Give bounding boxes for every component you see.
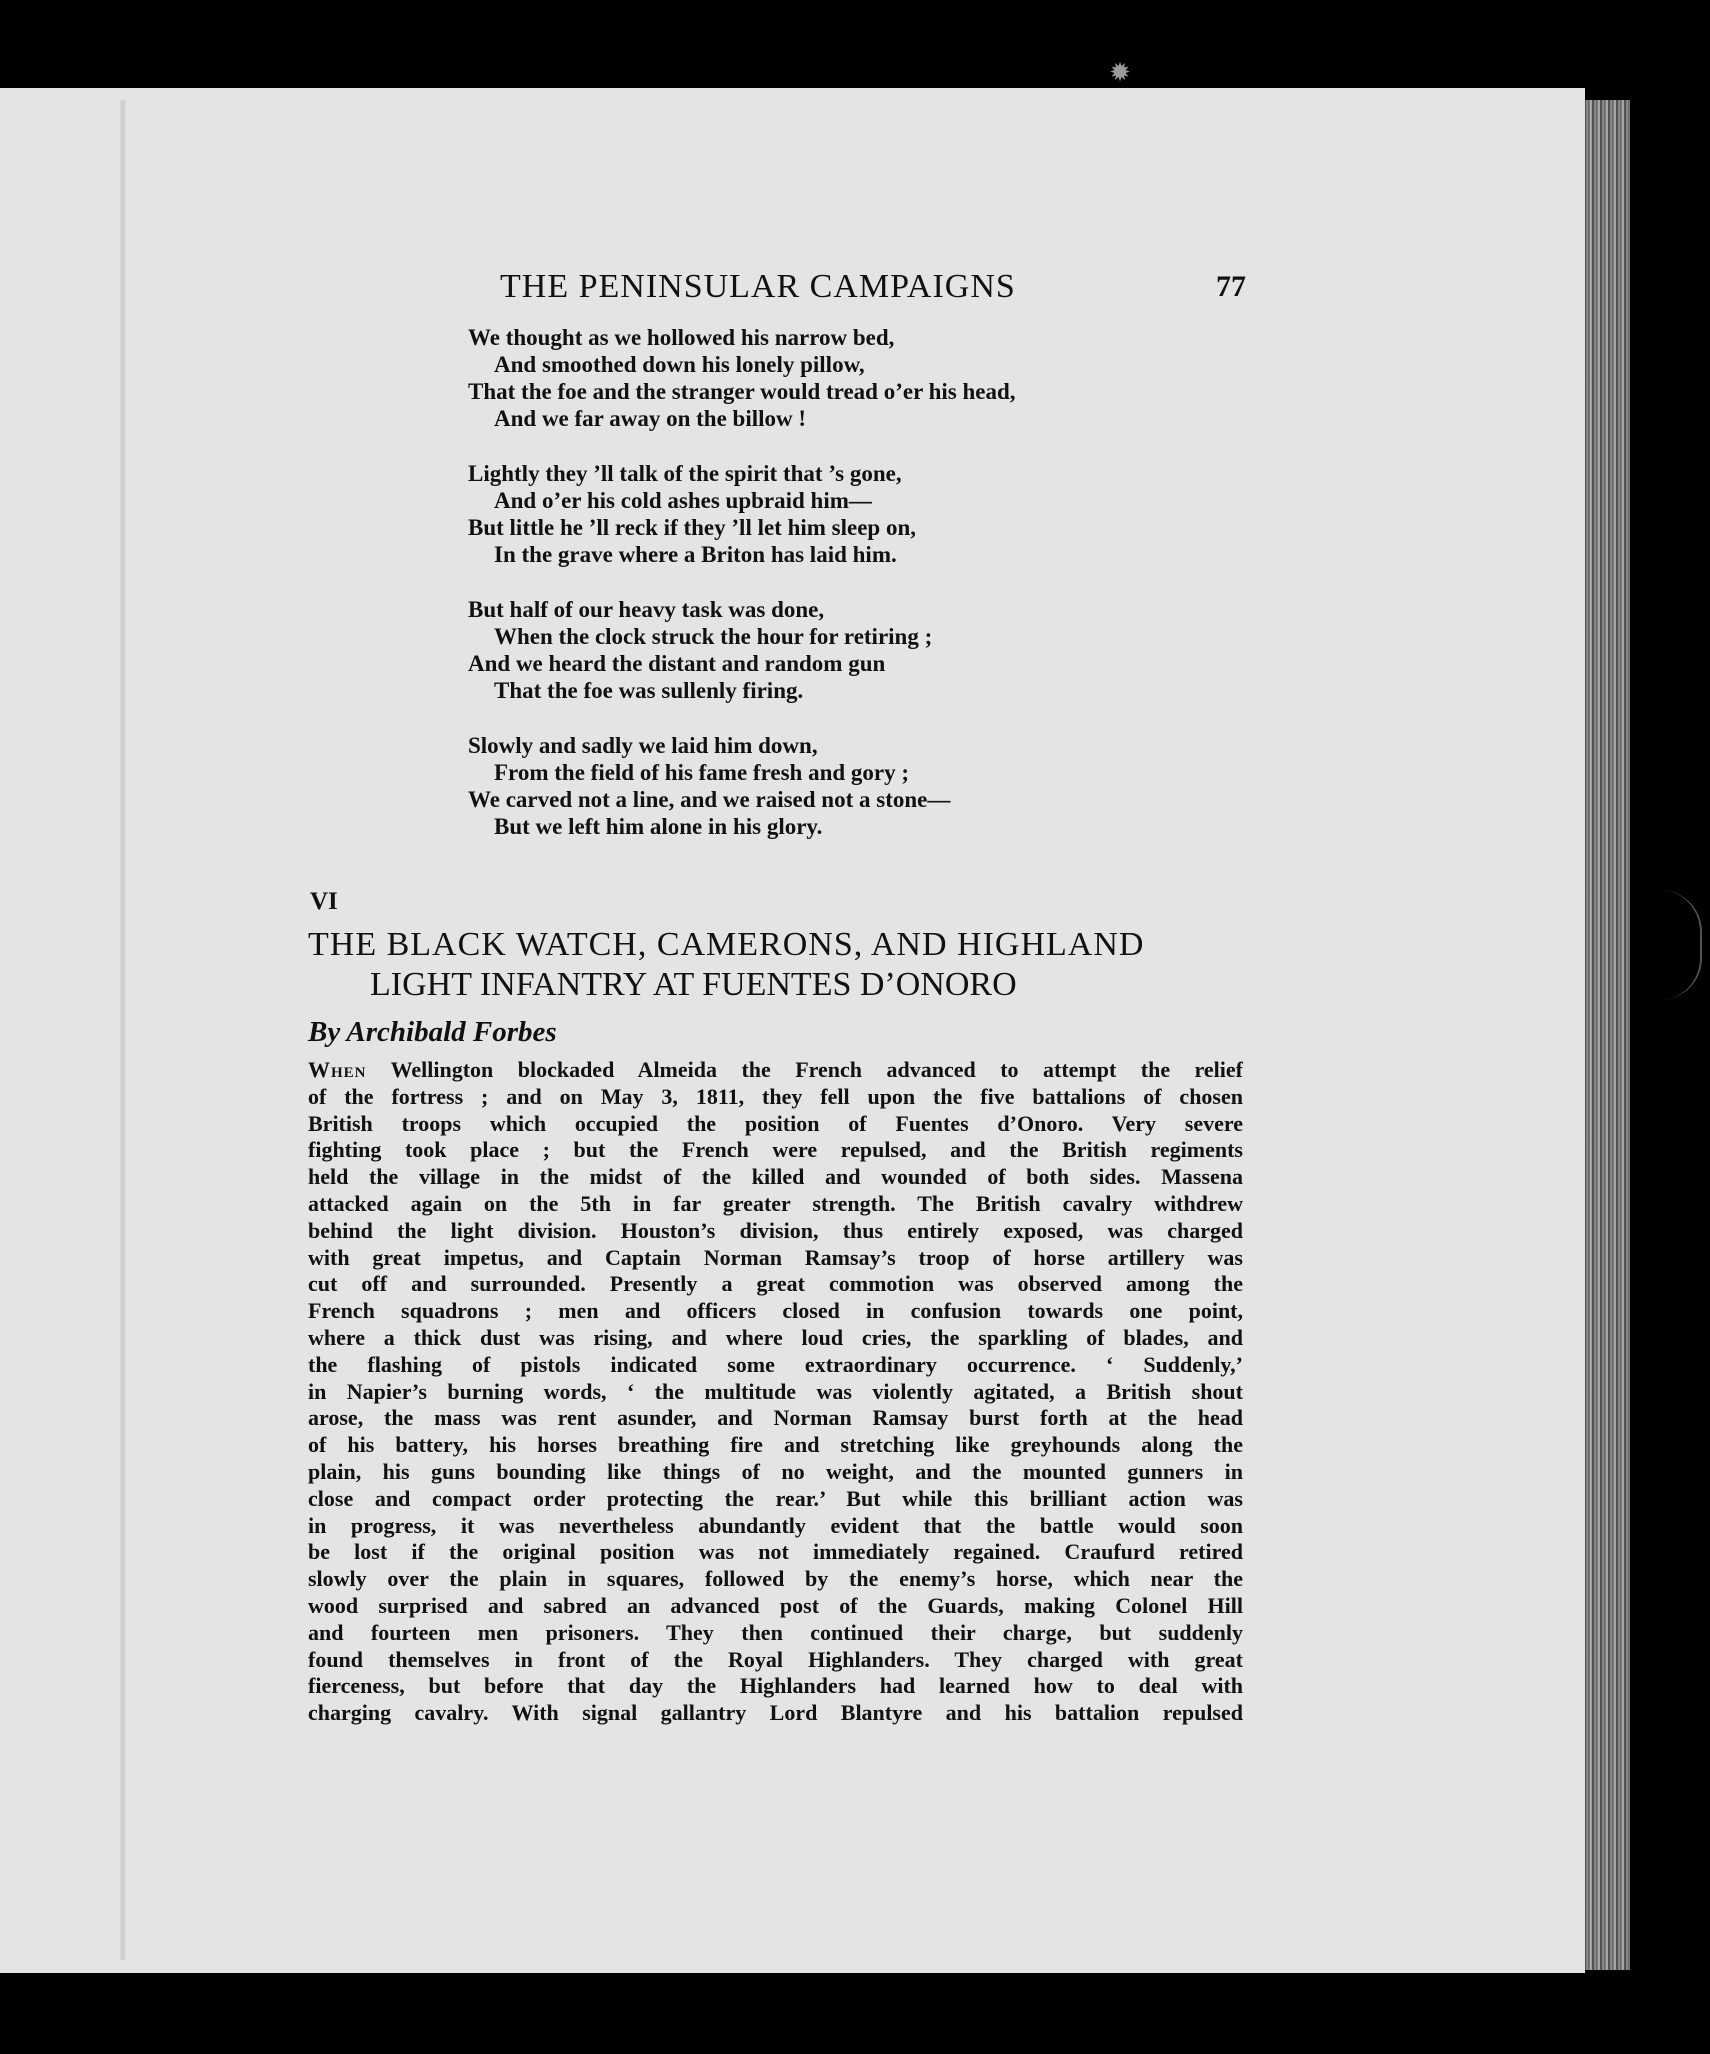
poem [468, 324, 1168, 868]
poem-stanza [468, 596, 1168, 704]
body-line: in progress, it was nevertheless abundantly evident that the battle would soon [308, 1512, 1243, 1538]
poem-line: And smoothed down his lonely pillow, [494, 352, 865, 377]
body-line: cut off and surrounded. Presently a great commotion was observed among the [308, 1271, 1243, 1297]
poem-stanza [468, 324, 1168, 432]
page-gutter [120, 100, 126, 1960]
poem-line: And we far away on the billow ! [494, 406, 807, 431]
book-fore-edge [1585, 100, 1630, 1970]
poem-line: But half of our heavy task was done, [468, 597, 825, 622]
poem-line: And o’er his cold ashes upbraid him— [494, 488, 872, 513]
body-line: slowly over the plain in squares, followed by the enemy’s horse, which near the [308, 1566, 1243, 1592]
page-number: 77 [1216, 270, 1246, 303]
page-curl-mark [1660, 890, 1702, 1000]
running-title: THE PENINSULAR CAMPAIGNS [500, 268, 1016, 305]
body-line: fierceness, but before that day the Highlanders had learned how to deal with [308, 1673, 1243, 1699]
body-line [308, 1057, 1243, 1084]
poem-line: But little he ’ll reck if they ’ll let him sleep on, [468, 515, 917, 540]
poem-stanza [468, 460, 1168, 568]
body-line: of his battery, his horses breathing fire and stretching like greyhounds along the [308, 1432, 1243, 1458]
poem-line: And we heard the distant and random gun [468, 651, 886, 676]
poem-line: We carved not a line, and we raised not a stone— [468, 787, 951, 812]
chapter-title-line: THE BLACK WATCH, CAMERONS, AND HIGHLAND [308, 926, 1145, 963]
body-line: wood surprised and sabred an advanced post of the Guards, making Colonel Hill [308, 1592, 1243, 1618]
body-line: charging cavalry. With signal gallantry Lord Blantyre and his battalion repulsed [308, 1700, 1243, 1726]
lead-word: When [308, 1057, 367, 1082]
body-line: close and compact order protecting the rear.’ But while this brilliant action was [308, 1485, 1243, 1511]
body-paragraph [308, 1057, 1243, 1727]
poem-line: But we left him alone in his glory. [494, 814, 823, 839]
body-line: behind the light division. Houston’s division, thus entirely exposed, was charged [308, 1217, 1243, 1243]
poem-line: When the clock struck the hour for retiring ; [494, 624, 933, 649]
poem-stanza [468, 732, 1168, 840]
poem-line: That the foe and the stranger would tread o’er his head, [468, 379, 1016, 404]
section-number: VI [310, 888, 338, 915]
poem-line: In the grave where a Briton has laid him. [494, 542, 897, 567]
body-line: and fourteen men prisoners. They then continued their charge, but suddenly [308, 1619, 1243, 1645]
body-line: of the fortress ; and on May 3, 1811, they fell upon the five battalions of chosen [308, 1083, 1243, 1109]
body-line: held the village in the midst of the killed and wounded of both sides. Massena [308, 1164, 1243, 1190]
binding-mark-icon: ✹ [1109, 58, 1131, 87]
body-line: French squadrons ; men and officers closed in confusion towards one point, [308, 1298, 1243, 1324]
poem-line: That the foe was sullenly firing. [494, 678, 804, 703]
body-line: with great impetus, and Captain Norman Ramsay’s troop of horse artillery was [308, 1244, 1243, 1270]
body-line: found themselves in front of the Royal Highlanders. They charged with great [308, 1646, 1243, 1672]
body-line-text: Wellington blockaded Almeida the French advanced to attempt the relief [366, 1057, 1243, 1082]
body-line: be lost if the original position was not immediately regained. Craufurd retired [308, 1539, 1243, 1565]
body-line: arose, the mass was rent asunder, and Norman Ramsay burst forth at the head [308, 1405, 1243, 1431]
poem-line: From the field of his fame fresh and gory ; [494, 760, 910, 785]
body-line: the flashing of pistols indicated some extraordinary occurrence. ‘ Suddenly,’ [308, 1351, 1243, 1377]
poem-line: We thought as we hollowed his narrow bed, [468, 325, 895, 350]
body-line: attacked again on the 5th in far greater strength. The British cavalry withdrew [308, 1190, 1243, 1216]
poem-line: Lightly they ’ll talk of the spirit that ’s gone, [468, 461, 902, 486]
chapter-title-line: LIGHT INFANTRY AT FUENTES D’ONORO [370, 966, 1017, 1003]
body-line: British troops which occupied the position of Fuentes d’Onoro. Very severe [308, 1110, 1243, 1136]
chapter-title [308, 925, 1248, 1005]
author-byline: By Archibald Forbes [308, 1016, 557, 1048]
body-line: fighting took place ; but the French were repulsed, and the British regiments [308, 1137, 1243, 1163]
body-line: plain, his guns bounding like things of no weight, and the mounted gunners in [308, 1458, 1243, 1484]
body-line: in Napier’s burning words, ‘ the multitude was violently agitated, a British shout [308, 1378, 1243, 1404]
poem-line: Slowly and sadly we laid him down, [468, 733, 818, 758]
body-line: where a thick dust was rising, and where loud cries, the sparkling of blades, and [308, 1324, 1243, 1350]
